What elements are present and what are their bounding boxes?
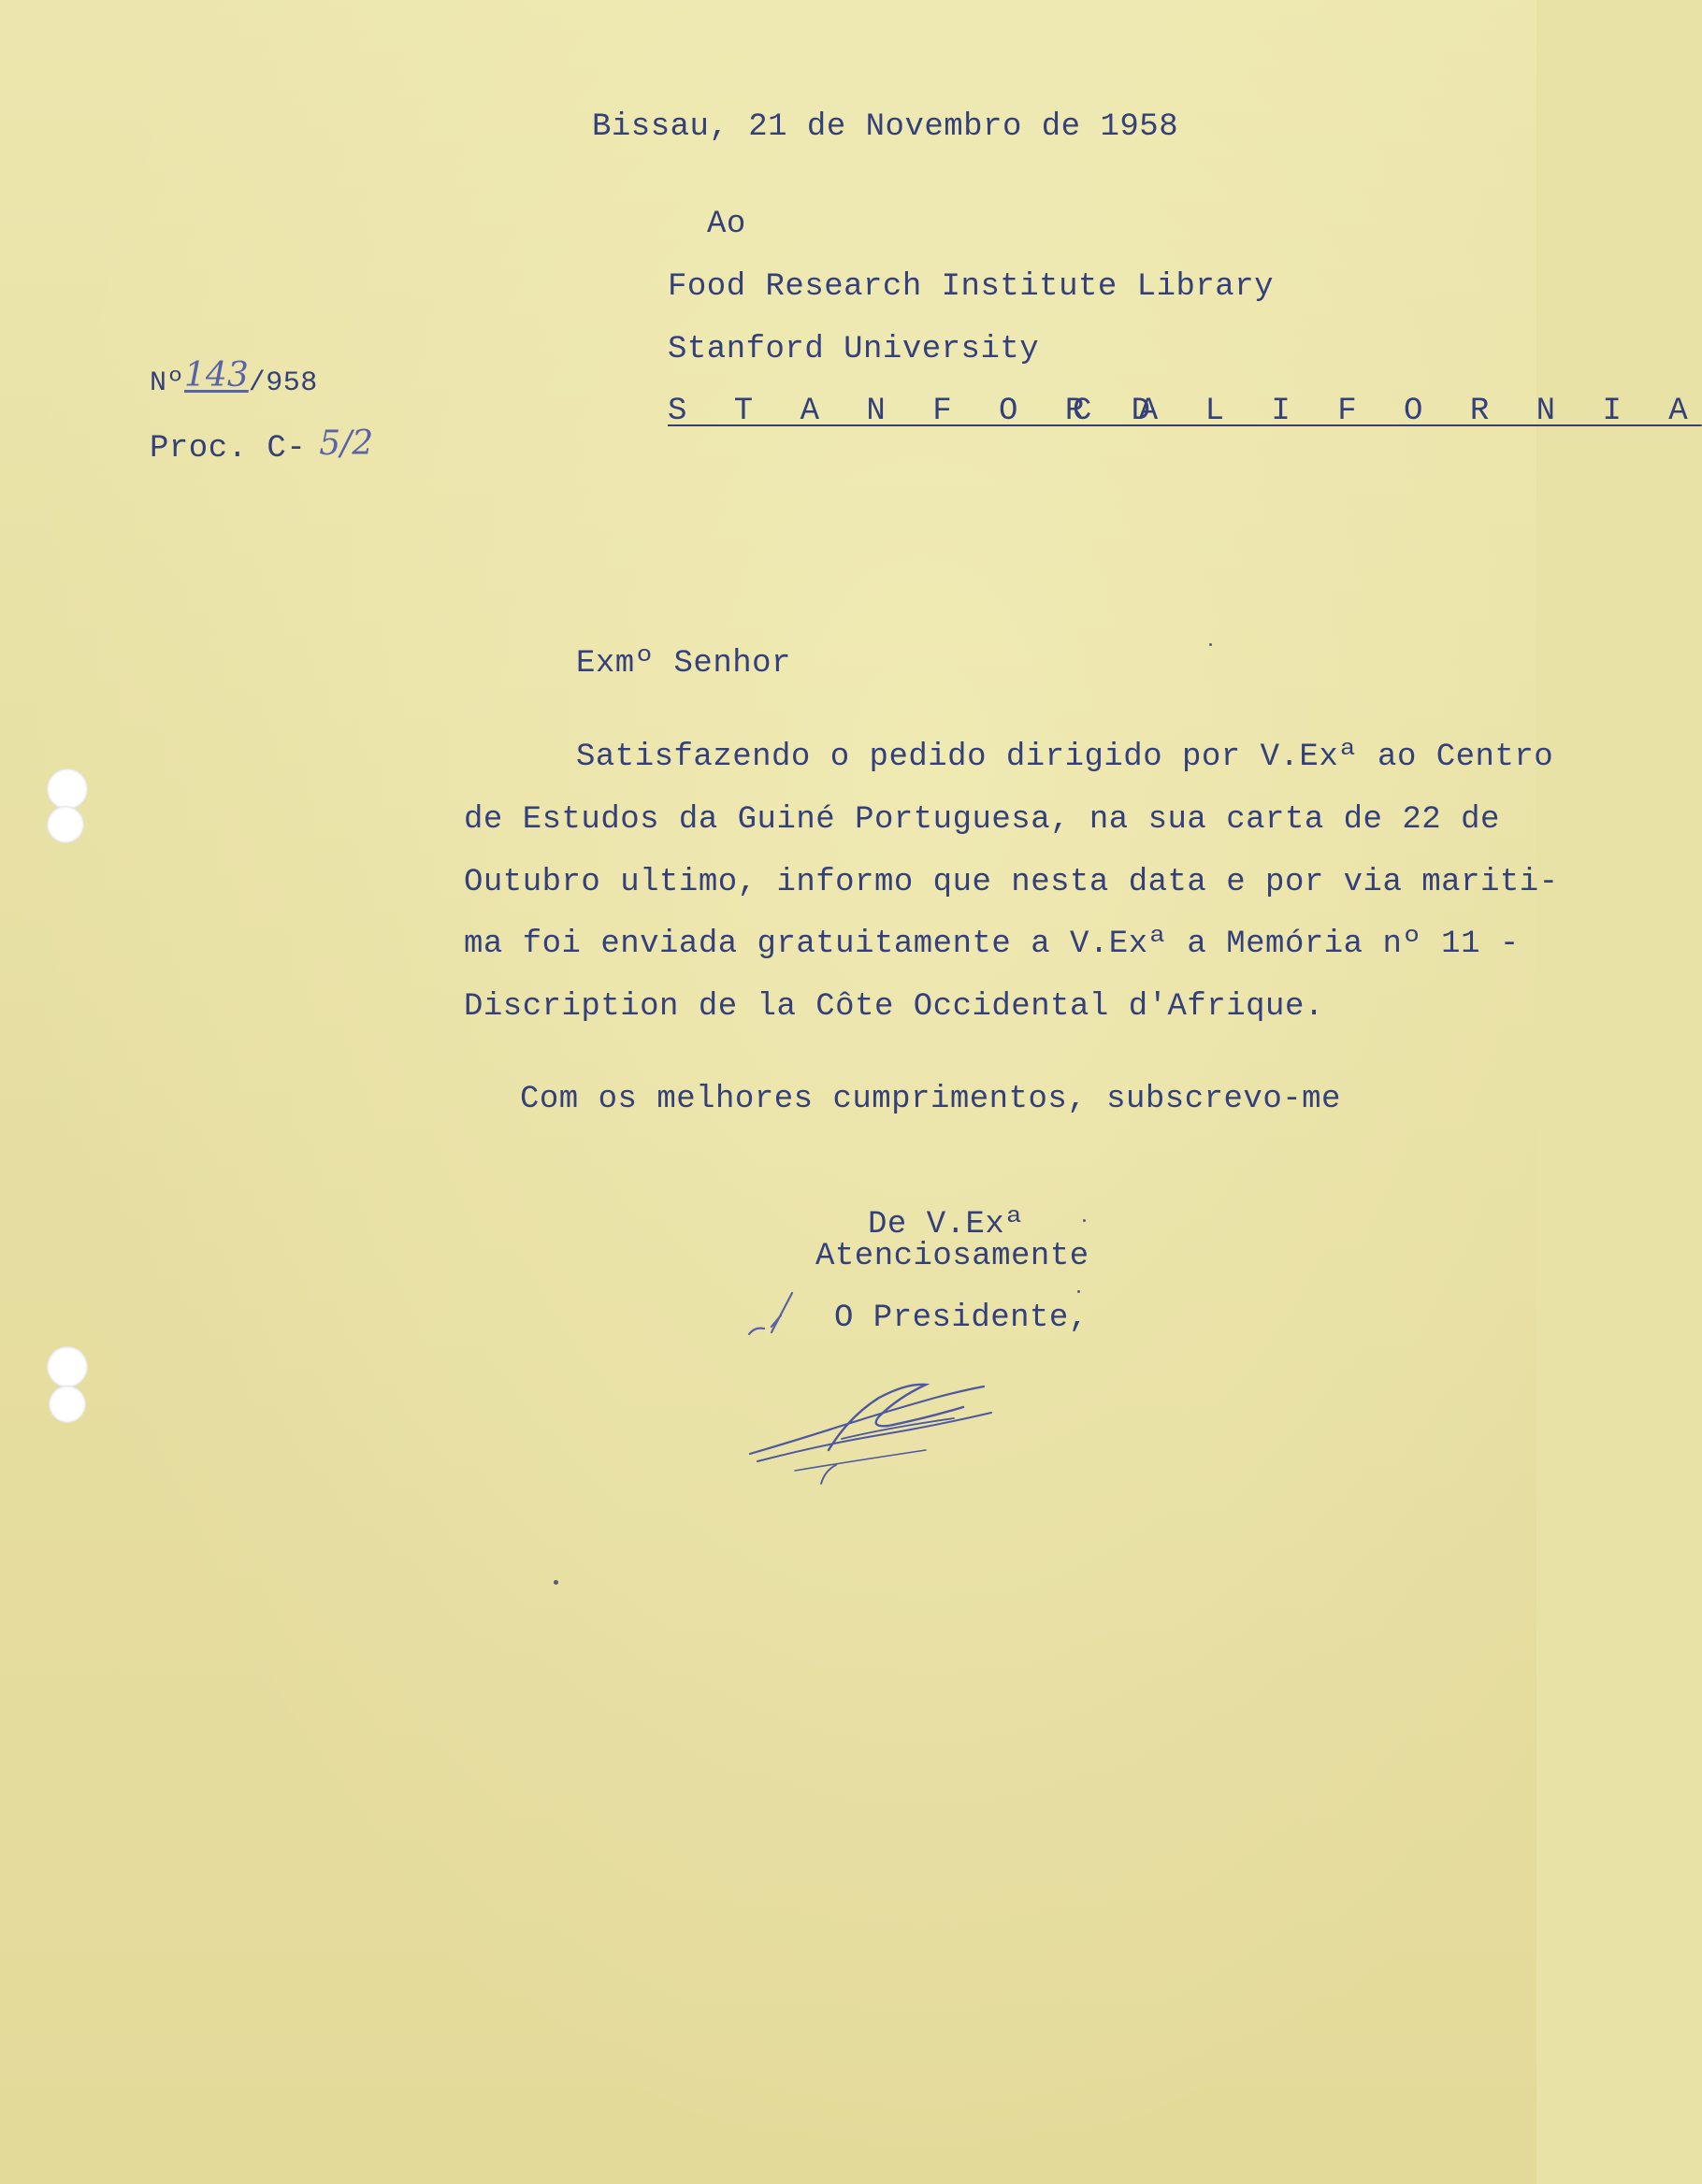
stray-mark: [1083, 1219, 1086, 1222]
stray-mark: [1209, 643, 1212, 646]
paragraph-line-1: Satisfazendo o pedido dirigido por V.Exª ao Centro: [576, 740, 1554, 775]
recipient-city: S T A N F O R D: [668, 394, 1165, 429]
paragraph-line-4: ma foi enviada gratuitamente a V.Exª a Memória nº 11 -: [464, 927, 1520, 962]
paragraph-line-5: Discription de la Côte Occidental d'Afrique.: [464, 989, 1324, 1025]
recipient-line-2: Stanford University: [668, 332, 1040, 367]
punch-hole-top: [47, 769, 88, 810]
reference-number: [150, 356, 318, 399]
process-number-handwritten: 5/2: [319, 424, 374, 463]
paragraph-line-2: de Estudos da Guiné Portuguesa, na sua carta de 22 de: [464, 802, 1500, 838]
reference-number-year: /958: [248, 367, 318, 399]
recipient-line-1: Food Research Institute Library: [668, 269, 1275, 305]
punch-hole-top-lower: [47, 806, 84, 843]
process-number-prefix: Proc. C-: [150, 431, 307, 467]
recipient-state: C A L I F O R N I A: [1073, 394, 1702, 429]
stray-mark: [1077, 1290, 1080, 1293]
process-number: [150, 426, 373, 467]
dateline: Bissau, 21 de Novembro de 1958: [592, 109, 1179, 145]
signature-line-2: Atenciosamente: [815, 1239, 1089, 1274]
signature-line-3: O Presidente,: [834, 1300, 1089, 1336]
handwritten-tick-mark: [743, 1286, 809, 1342]
closing-line: Com os melhores cumprimentos, subscrevo-me: [520, 1082, 1341, 1117]
recipient-salutation: Ao: [707, 207, 746, 242]
reference-number-prefix: Nº: [150, 367, 185, 399]
signature-line-1: De V.Exª: [868, 1207, 1025, 1243]
greeting: Exmº Senhor: [576, 646, 791, 682]
reference-number-handwritten: 143: [184, 356, 249, 395]
handwritten-signature: [739, 1360, 1010, 1491]
paragraph-line-3: Outubro ultimo, informo que nesta data e por via mariti-: [464, 865, 1559, 900]
punch-hole-bottom-lower: [49, 1386, 86, 1423]
stray-mark: [554, 1580, 558, 1585]
punch-hole-bottom: [47, 1346, 88, 1387]
